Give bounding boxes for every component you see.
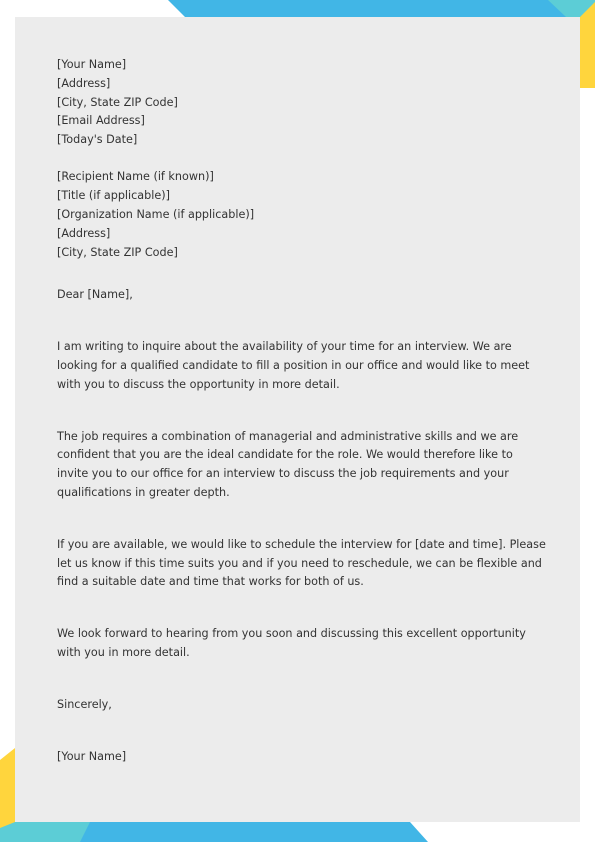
- letter-sheet: [15, 17, 580, 822]
- signature: [Your Name]: [57, 749, 127, 763]
- body-paragraph-1: I am writing to inquire about the availability of your time for an interview. We are looking for a qualified candidate to fill a position in our office and would like to meet with you to discuss the opportunity in more detail.: [57, 340, 530, 391]
- letter-body: [57, 56, 547, 766]
- recipient-organization: [Organization Name (if applicable)]: [57, 208, 255, 222]
- sender-name: [Your Name]: [57, 58, 127, 71]
- body-paragraph-4: We look forward to hearing from you soon and discussing this excellent opportunity with you in more detail.: [57, 627, 526, 660]
- recipient-block: [57, 168, 547, 262]
- sender-email: [Email Address]: [57, 114, 145, 128]
- closing: Sincerely,: [57, 697, 112, 711]
- recipient-address: [Address]: [57, 226, 111, 240]
- recipient-title: [Title (if applicable)]: [57, 189, 170, 203]
- sender-city-state-zip: [City, State ZIP Code]: [57, 95, 178, 109]
- sender-address: [Address]: [57, 76, 111, 90]
- body-paragraph-3: If you are available, we would like to schedule the interview for [date and time]. Please let us know if this time suits you and if you need to reschedule, we can be flexible and find a suitable date and time that works for both of us.: [57, 537, 546, 589]
- body-paragraph-2: The job requires a combination of managerial and administrative skills and we are confident that you are the ideal candidate for the role. We would therefore like to invite you to our office for an interview to discuss the job requirements and your qualifications in greater depth.: [57, 429, 519, 500]
- letter-date: [Today's Date]: [57, 133, 138, 147]
- recipient-name: [Recipient Name (if known)]: [57, 170, 214, 184]
- recipient-city-state-zip: [City, State ZIP Code]: [57, 245, 178, 259]
- sender-block: [57, 56, 547, 150]
- salutation: Dear [Name],: [57, 288, 133, 302]
